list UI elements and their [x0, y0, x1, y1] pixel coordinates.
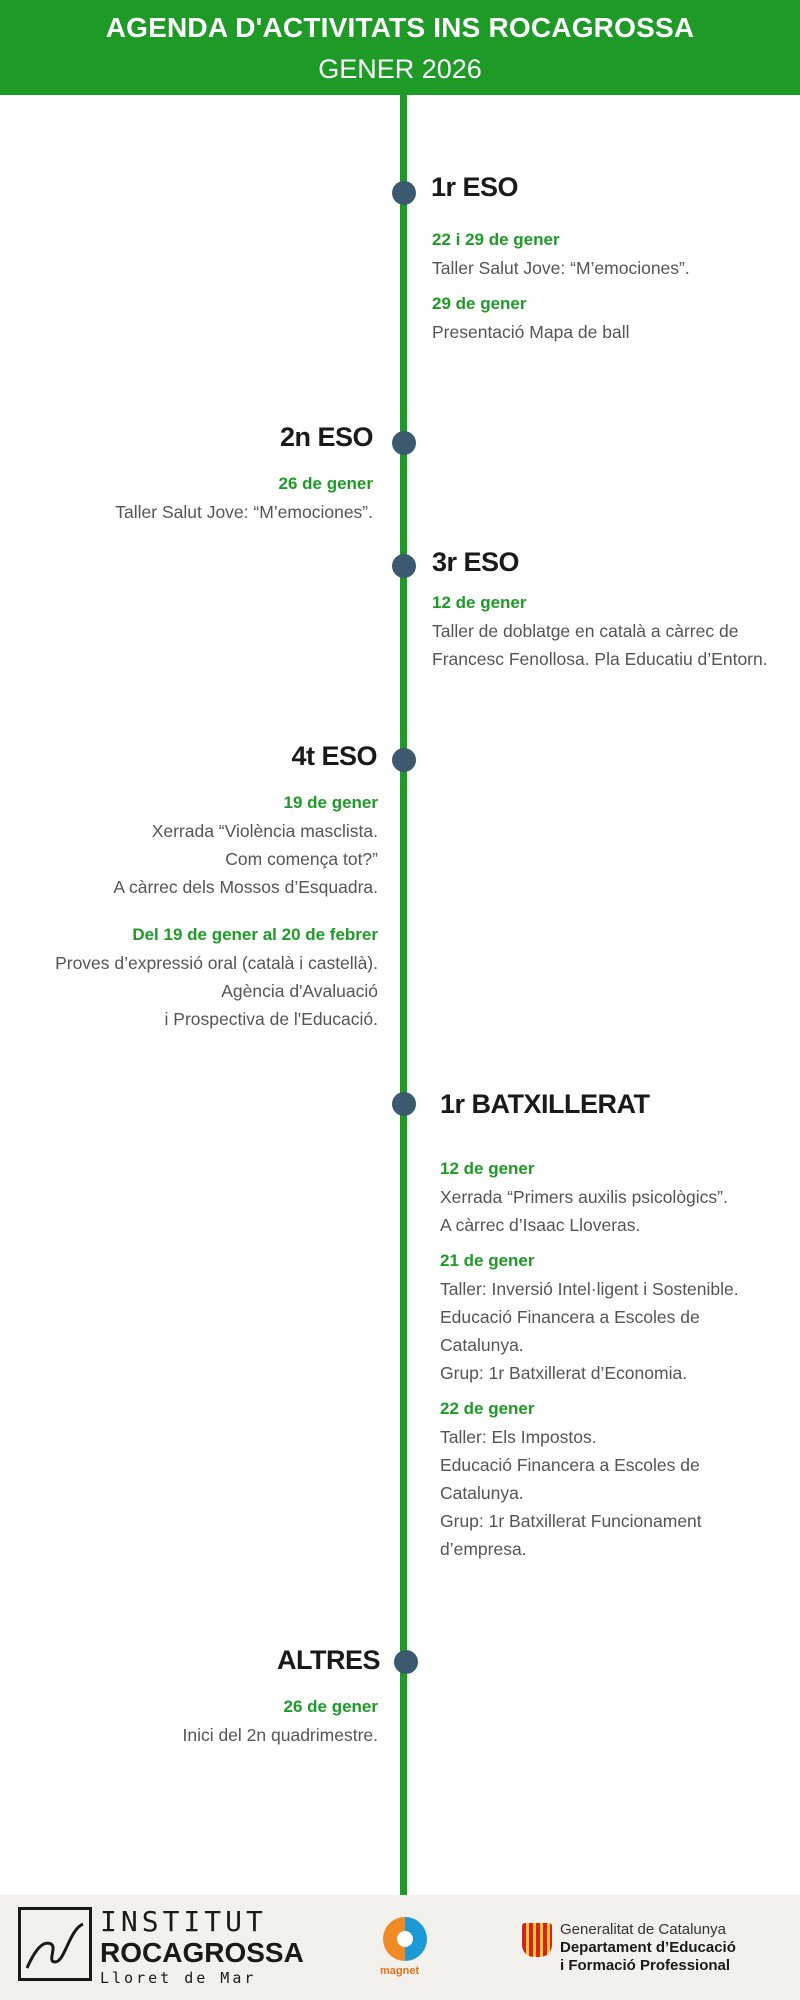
timeline-dot-bat1	[392, 1092, 416, 1116]
timeline-dot-eso1	[392, 181, 416, 205]
timeline-dot-eso2	[392, 431, 416, 455]
event-text: Proves d’expressió oral (català i castellà).	[55, 953, 378, 973]
event-text: Educació Financera a Escoles de	[440, 1455, 700, 1475]
generalitat-logo-icon	[522, 1923, 552, 1957]
magnet-label: magnet	[380, 1965, 420, 1977]
page-title: AGENDA D'ACTIVITATS INS ROCAGROSSA	[105, 12, 695, 43]
footer	[0, 1895, 800, 2000]
event-date: 19 de gener	[283, 793, 378, 812]
generalitat-line3: i Formació Professional	[560, 1957, 731, 1974]
event-text: d’empresa.	[440, 1539, 527, 1559]
event-text: Taller: Els Impostos.	[440, 1427, 597, 1447]
events-altres	[182, 1693, 378, 1749]
event-text: A càrrec d’Isaac Lloveras.	[440, 1215, 641, 1235]
event-text: Taller: Inversió Intel·ligent i Sostenible.	[440, 1279, 739, 1299]
page-header	[0, 0, 800, 95]
event-text: Grup: 1r Batxillerat Funcionament	[440, 1511, 702, 1531]
school-name-line3: Lloret de Mar	[100, 1969, 257, 1987]
level-title-eso4: 4t ESO	[291, 741, 377, 771]
event-text: Inici del 2n quadrimestre.	[182, 1725, 378, 1745]
timeline-dot-eso3	[392, 554, 416, 578]
event-text: Xerrada “Violència masclista.	[151, 821, 378, 841]
level-title-eso2: 2n ESO	[279, 422, 373, 452]
event-date: 22 de gener	[440, 1399, 535, 1418]
level-title-bat1: 1r BATXILLERAT	[440, 1089, 650, 1119]
timeline-dot-eso4	[392, 748, 416, 772]
event-text: Xerrada “Primers auxilis psicològics”.	[440, 1187, 728, 1207]
event-date: 21 de gener	[440, 1251, 535, 1270]
event-text: i Prospectiva de l'Educació.	[164, 1009, 378, 1029]
event-text: Francesc Fenollosa. Pla Educatiu d’Entorn.	[432, 649, 768, 669]
event-date: 22 i 29 de gener	[432, 230, 560, 249]
event-text: Taller de doblatge en català a càrrec de	[432, 621, 739, 641]
event-date: 26 de gener	[278, 474, 373, 493]
event-text: Presentació Mapa de ball	[432, 322, 630, 342]
timeline-dot-altres	[394, 1650, 418, 1674]
event-text: Catalunya.	[440, 1483, 524, 1503]
event-text: Com comença tot?”	[225, 849, 378, 869]
school-logo-icon	[18, 1907, 92, 1981]
event-date: 26 de gener	[283, 1697, 378, 1716]
level-title-eso3: 3r ESO	[432, 547, 520, 577]
magnet-logo-icon	[383, 1917, 427, 1961]
school-name-line2: ROCAGROSSA	[100, 1937, 304, 1968]
events-bat1	[440, 1155, 739, 1563]
level-title-altres: ALTRES	[277, 1645, 380, 1675]
event-text: Agència d'Avaluació	[221, 981, 378, 1001]
event-date: Del 19 de gener al 20 de febrer	[132, 925, 378, 944]
generalitat-line2: Departament d’Educació	[560, 1939, 736, 1956]
event-date: 12 de gener	[440, 1159, 535, 1178]
event-text: Educació Financera a Escoles de	[440, 1307, 700, 1327]
events-eso1	[432, 226, 690, 346]
generalitat-line1: Generalitat de Catalunya	[560, 1921, 726, 1938]
event-text: Taller Salut Jove: “M’emociones”.	[432, 258, 690, 278]
school-name-line1: INSTITUT	[100, 1905, 267, 1938]
event-date: 29 de gener	[432, 294, 527, 313]
timeline-line	[400, 95, 407, 1895]
event-date: 12 de gener	[432, 593, 527, 612]
events-eso4	[55, 789, 378, 1033]
event-text: Taller Salut Jove: “M’emociones”.	[115, 502, 373, 522]
event-text: Catalunya.	[440, 1335, 524, 1355]
events-eso3	[432, 589, 768, 673]
events-eso2	[115, 470, 373, 526]
event-text: A càrrec dels Mossos d’Esquadra.	[113, 877, 378, 897]
level-title-eso1: 1r ESO	[431, 172, 519, 202]
page-subtitle: GENER 2026	[318, 54, 482, 84]
event-text: Grup: 1r Batxillerat d’Economia.	[440, 1363, 688, 1383]
